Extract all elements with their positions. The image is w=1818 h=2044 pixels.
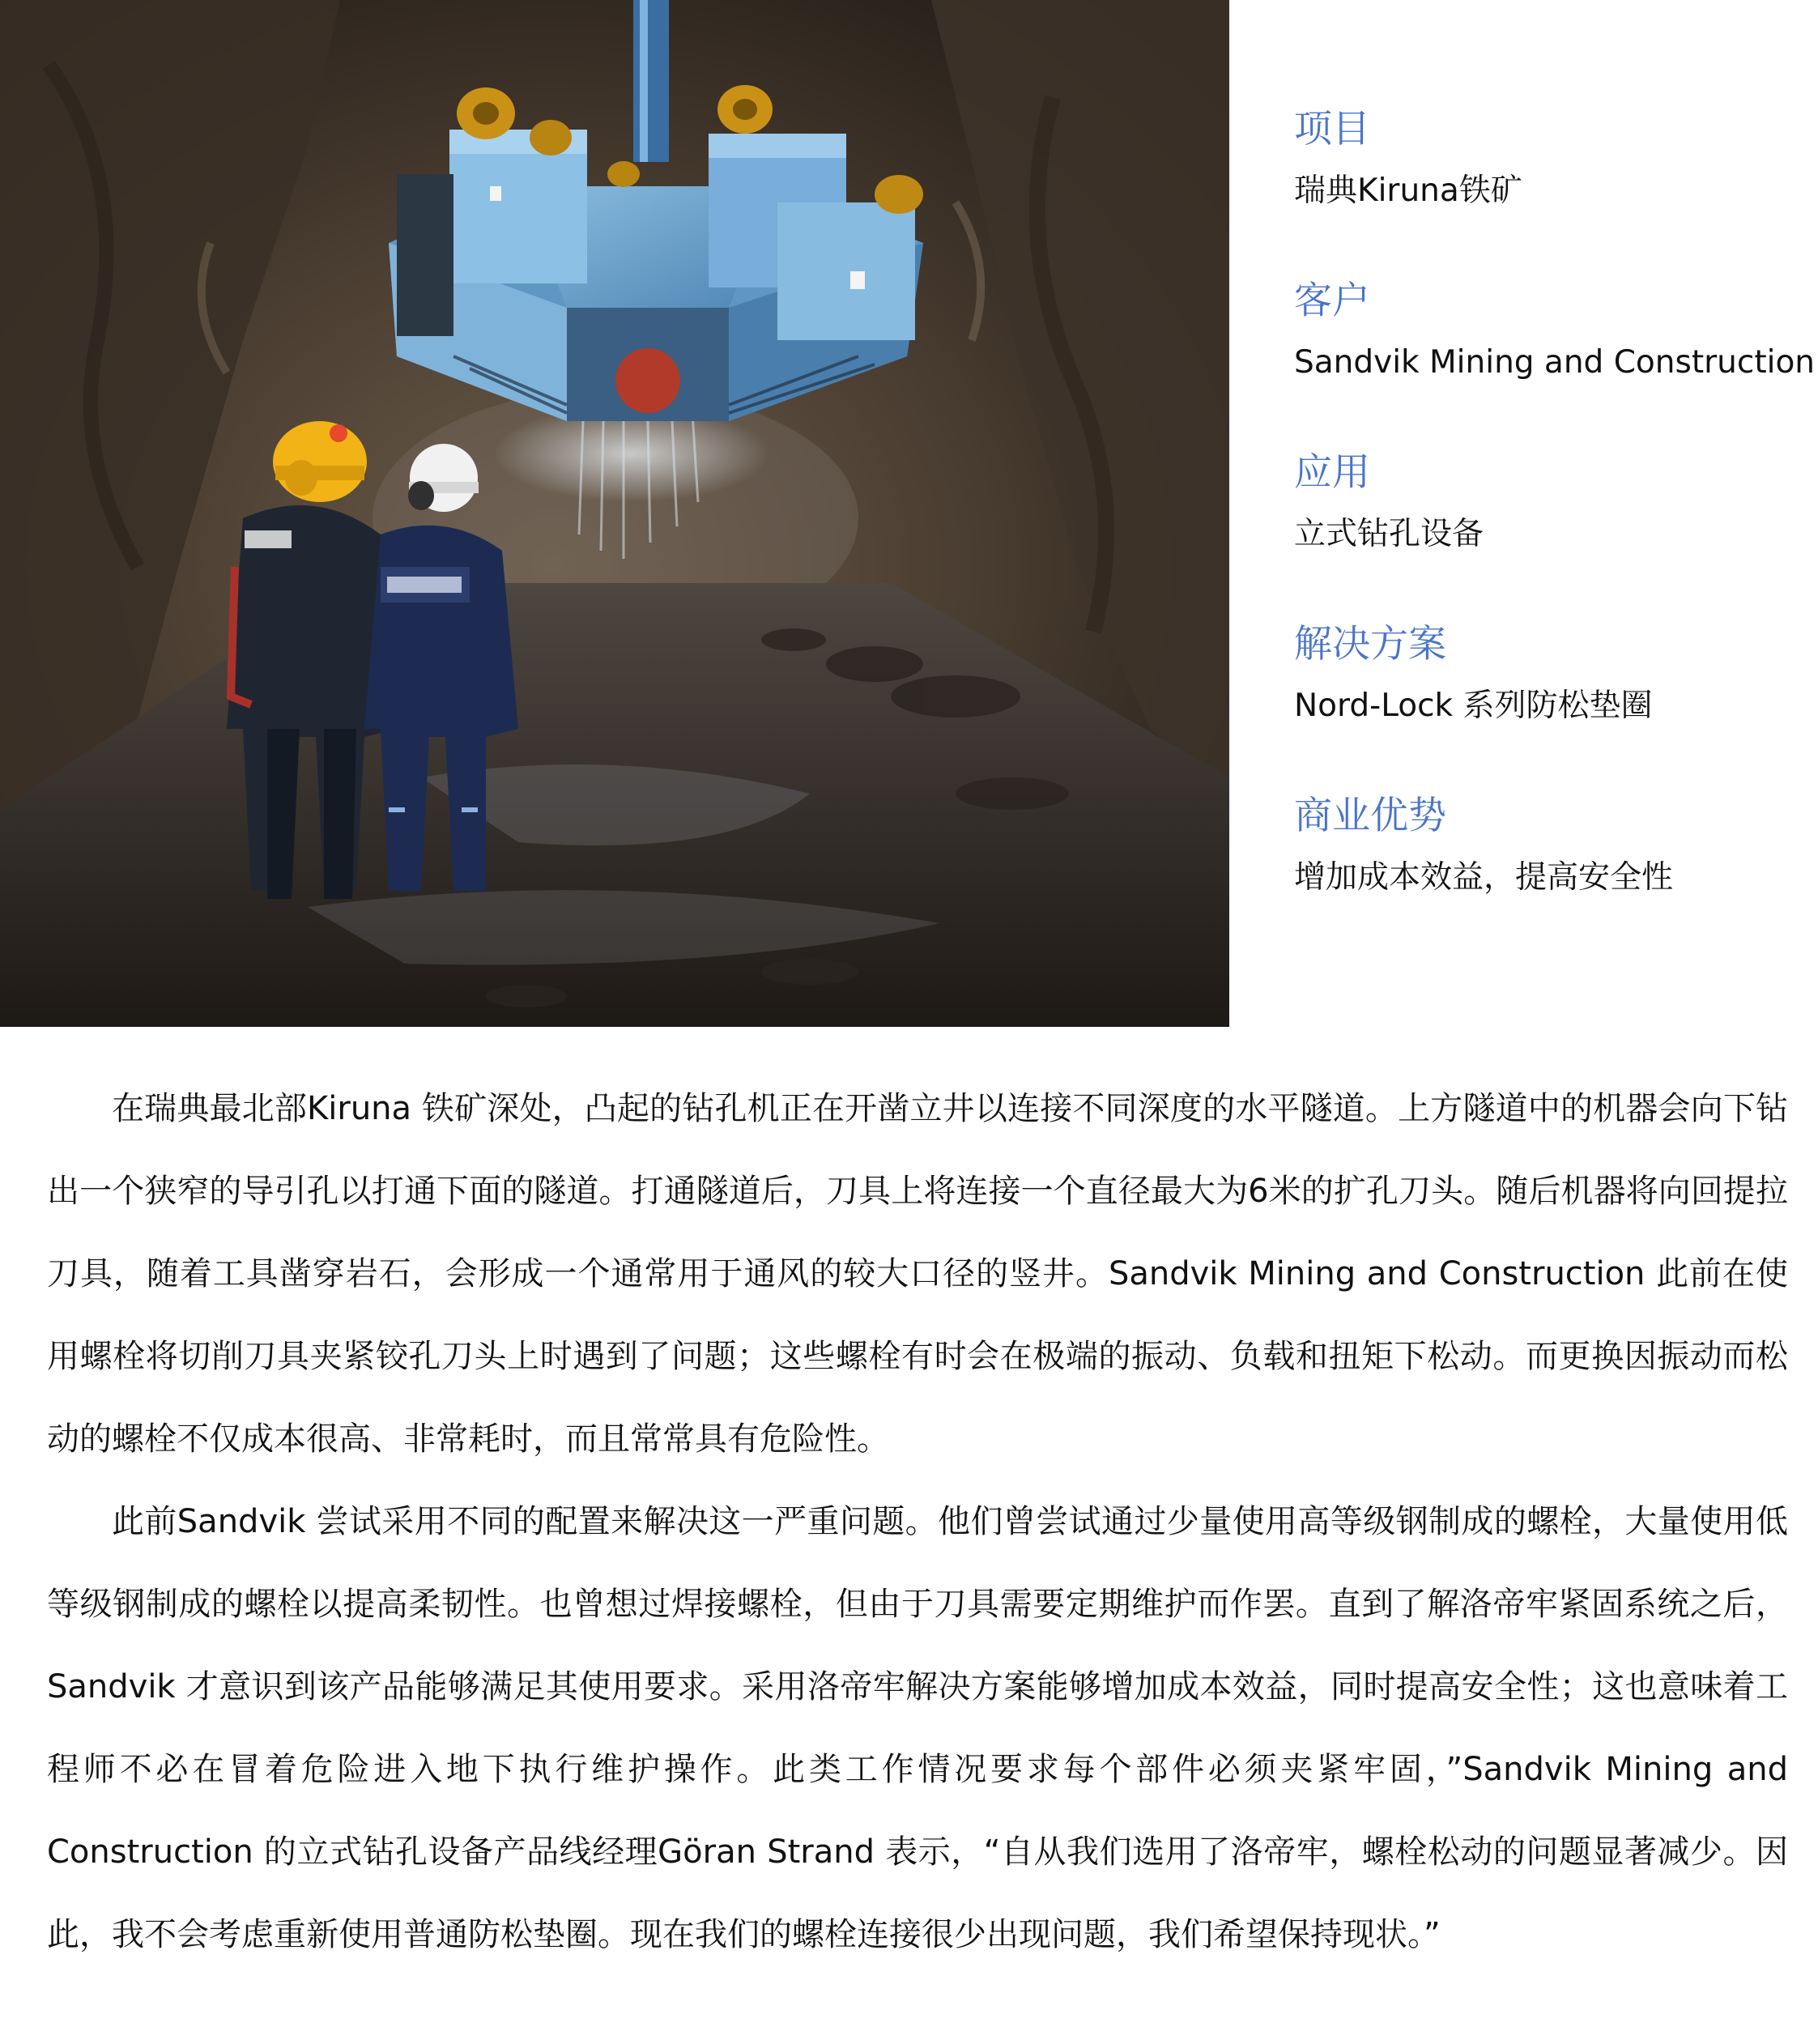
- info-solution: [1294, 612, 1796, 784]
- info-customer: [1294, 269, 1816, 441]
- mine-shaft-photo: [0, 0, 1229, 1027]
- info-value-solution: Nord-Lock 系列防松垫圈: [1294, 688, 1653, 724]
- case-study-body: [47, 1067, 1788, 1976]
- info-benefit: [1294, 784, 1796, 956]
- info-value-project: 瑞典Kiruna铁矿: [1294, 172, 1522, 209]
- body-paragraph-1: 在瑞典最北部Kiruna 铁矿深处，凸起的钻孔机正在开凿立井以连接不同深度的水平隧道。上方隧道中的机器会向下钻出一个狭窄的导引孔以打通下面的隧道。打通隧道后，刀具上将连接一个直径最大为6米的扩孔刀头。随后机器将向回提拉刀具，随着工具凿穿岩石，会形成一个通常用于通风的较大口径的竖井。Sandvik Mining and Construction 此前在使用螺栓将切削刀具夹紧铰孔刀头上时遇到了问题；这些螺栓有时会在极端的振动、负载和扭矩下松动。而更换因振动而松动的螺栓不仅成本很高、非常耗时，而且常常具有危险性。: [47, 1090, 1788, 1458]
- info-label-benefit: 商业优势: [1294, 794, 1446, 838]
- info-label-application: 应用: [1294, 450, 1370, 495]
- mine-scene-illustration: [0, 0, 1229, 1027]
- info-label-solution: 解决方案: [1294, 622, 1446, 666]
- body-paragraph-2: 此前Sandvik 尝试采用不同的配置来解决这一严重问题。他们曾尝试通过少量使用高等级钢制成的螺栓，大量使用低等级钢制成的螺栓以提高柔韧性。也曾想过焊接螺栓，但由于刀具需要定期维护而作罢。直到了解洛帝牢紧固系统之后，Sandvik 才意识到该产品能够满足其使用要求。采用洛帝牢解决方案能够增加成本效益，同时提高安全性；这也意味着工程师不必在冒着危险进入地下执行维护操作。此类工作情况要求每个部件必须夹紧牢固，”Sandvik Mining and Construction 的立式钻孔设备产品线经理Göran Strand 表示，“自从我们选用了洛帝牢，螺栓松动的问题显著减少。因此，我不会考虑重新使用普通防松垫圈。现在我们的螺栓连接很少出现问题，我们希望保持现状。”: [47, 1503, 1788, 1953]
- info-value-benefit: 增加成本效益，提高安全性: [1294, 859, 1674, 896]
- info-label-customer: 客户: [1294, 279, 1370, 323]
- info-project: [1294, 97, 1796, 269]
- info-label-project: 项目: [1294, 107, 1370, 151]
- info-application: [1294, 441, 1796, 612]
- info-value-customer: Sandvik Mining and Construction: [1294, 344, 1816, 381]
- info-value-application: 立式钻孔设备: [1294, 516, 1484, 552]
- project-info-panel: [1294, 97, 1816, 956]
